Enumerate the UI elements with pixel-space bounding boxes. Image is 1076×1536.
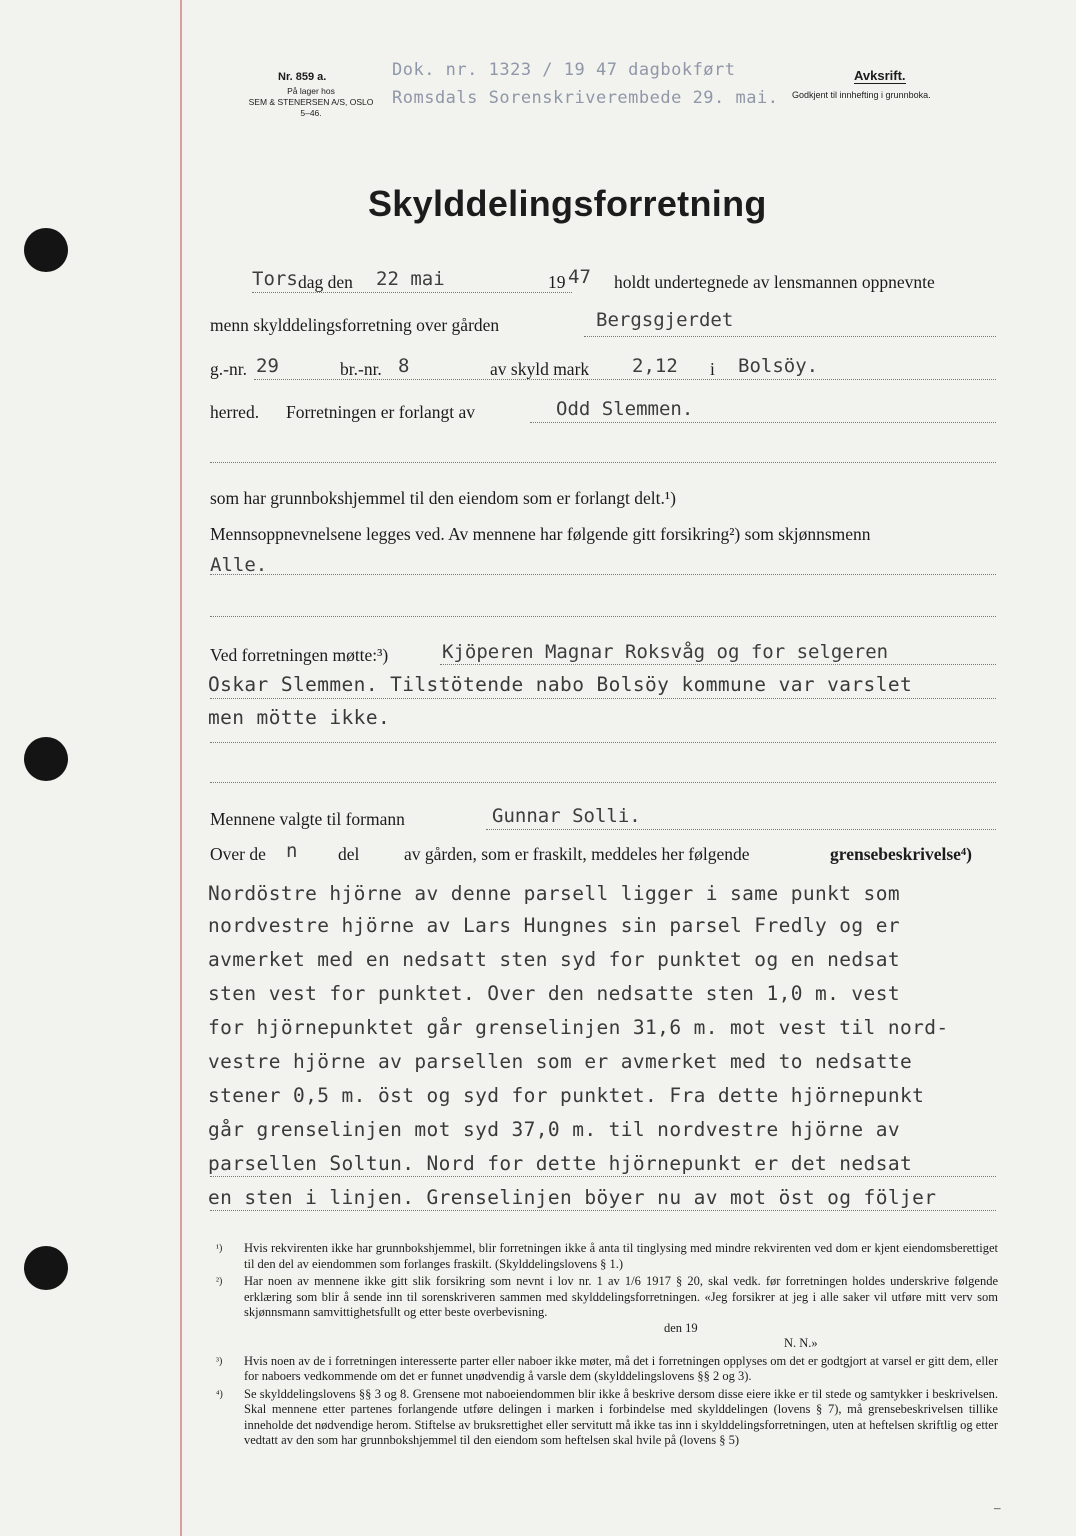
farm-line (210, 309, 996, 343)
requested-by: Odd Slemmen. (556, 398, 694, 420)
rule (210, 462, 996, 463)
footnote (216, 1387, 998, 1449)
formann-label: Mennene valgte til formann (210, 809, 405, 829)
date-line (210, 266, 996, 300)
fraskilt-text: av gården, som er fraskilt, meddeles her følgende (404, 844, 750, 864)
printer-line: SEM & STENERSEN A/S, OSLO (248, 97, 374, 107)
footnote-date-line: den 19 (664, 1320, 698, 1335)
rule (210, 1176, 996, 1177)
margin-line (180, 0, 182, 1536)
rule (440, 664, 996, 665)
del-label: del (338, 844, 360, 864)
footnote (216, 1354, 998, 1385)
avskrift-note: Godkjent til innhefting i grunnboka. (792, 90, 931, 100)
requested-line (210, 400, 996, 430)
rule (210, 616, 996, 617)
formann-value: Gunnar Solli. (492, 805, 641, 827)
printer-line: På lager hos (287, 86, 335, 96)
document-title: Skylddelingsforretning (368, 183, 767, 224)
printer-line: 5–46. (300, 108, 322, 118)
year-suffix: 47 (568, 266, 591, 288)
rule (210, 574, 996, 575)
grense-line: Nordöstre hjörne av denne parsell ligger i same punkt som (208, 882, 900, 905)
mote-label: Ved forretningen møtte:³) (210, 645, 389, 665)
rule (254, 379, 996, 380)
farm-label: menn skylddelingsforretning over gården (210, 315, 500, 335)
registry-stamp (392, 56, 822, 112)
footnotes (216, 1241, 998, 1451)
skyld-label: av skyld mark (490, 359, 590, 379)
rule (252, 292, 572, 293)
footnote-mark: ⁴) (216, 1388, 223, 1400)
herred-label: herred. (210, 402, 260, 422)
punch-hole-bottom (24, 1246, 68, 1290)
mote-text: men mötte ikke. (208, 706, 391, 729)
footnote-text: Se skylddelingslovens §§ 3 og 8. Grensene mot naboeiendommen blir ikke å beskrive dersom disse eiere ikke er til stede og samtykker i beskrivelsen. Skal mennene etter partenes forlangende utføre delingen i marken i forbindelse med skylddelingen (lovens § 7), må grensebeskrivelsen tillike inneholde det nødvendige herom. Stiftelse av bruksrettighet eller servitutt må ikke tas inn i skylddelingsforretningen, uten at heftelsen skriftlig og etter vedtatt av den som har grunnbokshjemmel til den eiendom som heftelsen skal hvile på (lovens § 5) (244, 1386, 998, 1447)
i-label: i (710, 359, 715, 379)
formann-line (210, 807, 996, 837)
footnote-mark: ²) (216, 1276, 223, 1287)
mote-text: Oskar Slemmen. Tilstötende nabo Bolsöy kommune var varslet (208, 673, 913, 696)
over-de-label: Over de (210, 844, 266, 864)
mennsoppnevnelse-text: Mennsoppnevnelsene legges ved. Av mennene har følgende gitt forsikring²) som skjønnsmenn (210, 524, 871, 544)
gnr-value: 29 (256, 355, 279, 377)
bnr-label: br.-nr. (340, 359, 382, 379)
farm-name: Bergsgjerdet (596, 309, 734, 331)
grense-line: avmerket med en nedsatt sten syd for punktet og en nedsat (208, 948, 900, 971)
rule (210, 1210, 996, 1211)
grense-line: nordvestre hjörne av Lars Hungnes sin parsel Fredly og er (208, 914, 900, 937)
punch-hole-top (24, 228, 68, 272)
footnote-mark: ¹) (216, 1243, 223, 1254)
grense-line: en sten i linjen. Grenselinjen böyer nu av mot öst og följer (208, 1186, 937, 1209)
mote-line-1 (210, 643, 996, 673)
grense-line: går grenselinjen mot syd 37,0 m. til nordvestre hjörne av (208, 1118, 900, 1141)
avskrift-title: Avksrift. (854, 68, 906, 83)
footnote-text: Har noen av mennene ikke gitt slik forsikring som nevnt i lov nr. 1 av 1/6 1917 § 20, skal vedk. før forretningen holdes underskrive følgende erklæring som blir å sende inn til sorenskriveren sammen med skylddelingsforretningen. «Jeg forsikrer at jeg i alle saker vil utføre mitt verv som skjønnsmann samvittighetsfullt og etter beste overbevisning. (244, 1274, 998, 1319)
rule (210, 698, 996, 699)
punch-hole-middle (24, 737, 68, 781)
footnote-text: Hvis rekvirenten ikke har grunnbokshjemmel, blir forretningen ikke å anta til tinglysing med mindre rekvirenten ved dom er kjent eiendomsberettiget til den del av eiendommen som forlanges fraskilt. (Skylddelingslovens § 1.) (244, 1241, 998, 1271)
grense-line: sten vest for punktet. Over den nedsatte sten 1,0 m. vest (208, 982, 900, 1005)
grense-line: parsellen Soltun. Nord for dette hjörnepunkt er det nedsat (208, 1152, 913, 1175)
property-line (210, 357, 996, 387)
rule (530, 422, 996, 423)
day-suffix: dag den (298, 272, 353, 292)
mennsoppnevnelse-line (210, 522, 996, 552)
year-prefix: 19 (548, 272, 566, 292)
hjemmel-line (210, 486, 996, 516)
printer-imprint (226, 86, 396, 119)
grense-line: stener 0,5 m. öst og syd for punktet. Fra dette hjörnepunkt (208, 1084, 925, 1107)
grense-line: vestre hjörne av parsellen som er avmerket med to nedsatte (208, 1050, 913, 1073)
hjemmel-text: som har grunnbokshjemmel til den eiendom som er forlangt delt.¹) (210, 488, 676, 508)
footnote (216, 1241, 998, 1272)
kommune-value: Bolsöy. (738, 355, 819, 377)
over-de-line (210, 842, 996, 872)
rule (210, 742, 996, 743)
date-value: 22 mai (376, 268, 445, 290)
held-text: holdt undertegnede av lensmannen oppnevnte (614, 272, 935, 292)
rule (486, 829, 996, 830)
bnr-value: 8 (398, 355, 410, 377)
forsikring-line (210, 556, 996, 586)
footnote-mark: ³) (216, 1355, 223, 1367)
form-number: Nr. 859 a. (278, 71, 327, 83)
footnote-text: Hvis noen av de i forretningen interesserte parter eller naboer ikke møter, må det i forretningen opplyses om det er godtgjort at varsel er gitt dem, eller for naboers vedkommende om det er funnet unødvendig å varsle dem (skylddelingslovens §§ 2 og 3). (244, 1353, 998, 1383)
stamp-line-2: Romsdals Sorenskriverembede 29. mai. (392, 88, 779, 108)
rule (210, 782, 996, 783)
day-handwritten: Tors (252, 268, 298, 290)
grense-label: grensebeskrivelse⁴) (830, 844, 972, 864)
over-de-value: n (286, 840, 298, 862)
requested-label: Forretningen er forlangt av (286, 402, 476, 422)
mote-text: Kjöperen Magnar Roksvåg og for selgeren (442, 641, 889, 663)
grense-line: for hjörnepunktet går grenselinjen 31,6 m. mot vest til nord- (208, 1016, 949, 1039)
stamp-line-1: Dok. nr. 1323 / 19 47 dagbokført (392, 60, 736, 80)
skyld-value: 2,12 (632, 355, 678, 377)
forsikring-value: Alle. (210, 554, 268, 576)
rule (584, 336, 996, 337)
footnote (216, 1274, 998, 1352)
gnr-label: g.-nr. (210, 359, 247, 379)
page-dash: – (994, 1500, 1001, 1515)
footnote-signature: N. N.» (784, 1336, 818, 1350)
